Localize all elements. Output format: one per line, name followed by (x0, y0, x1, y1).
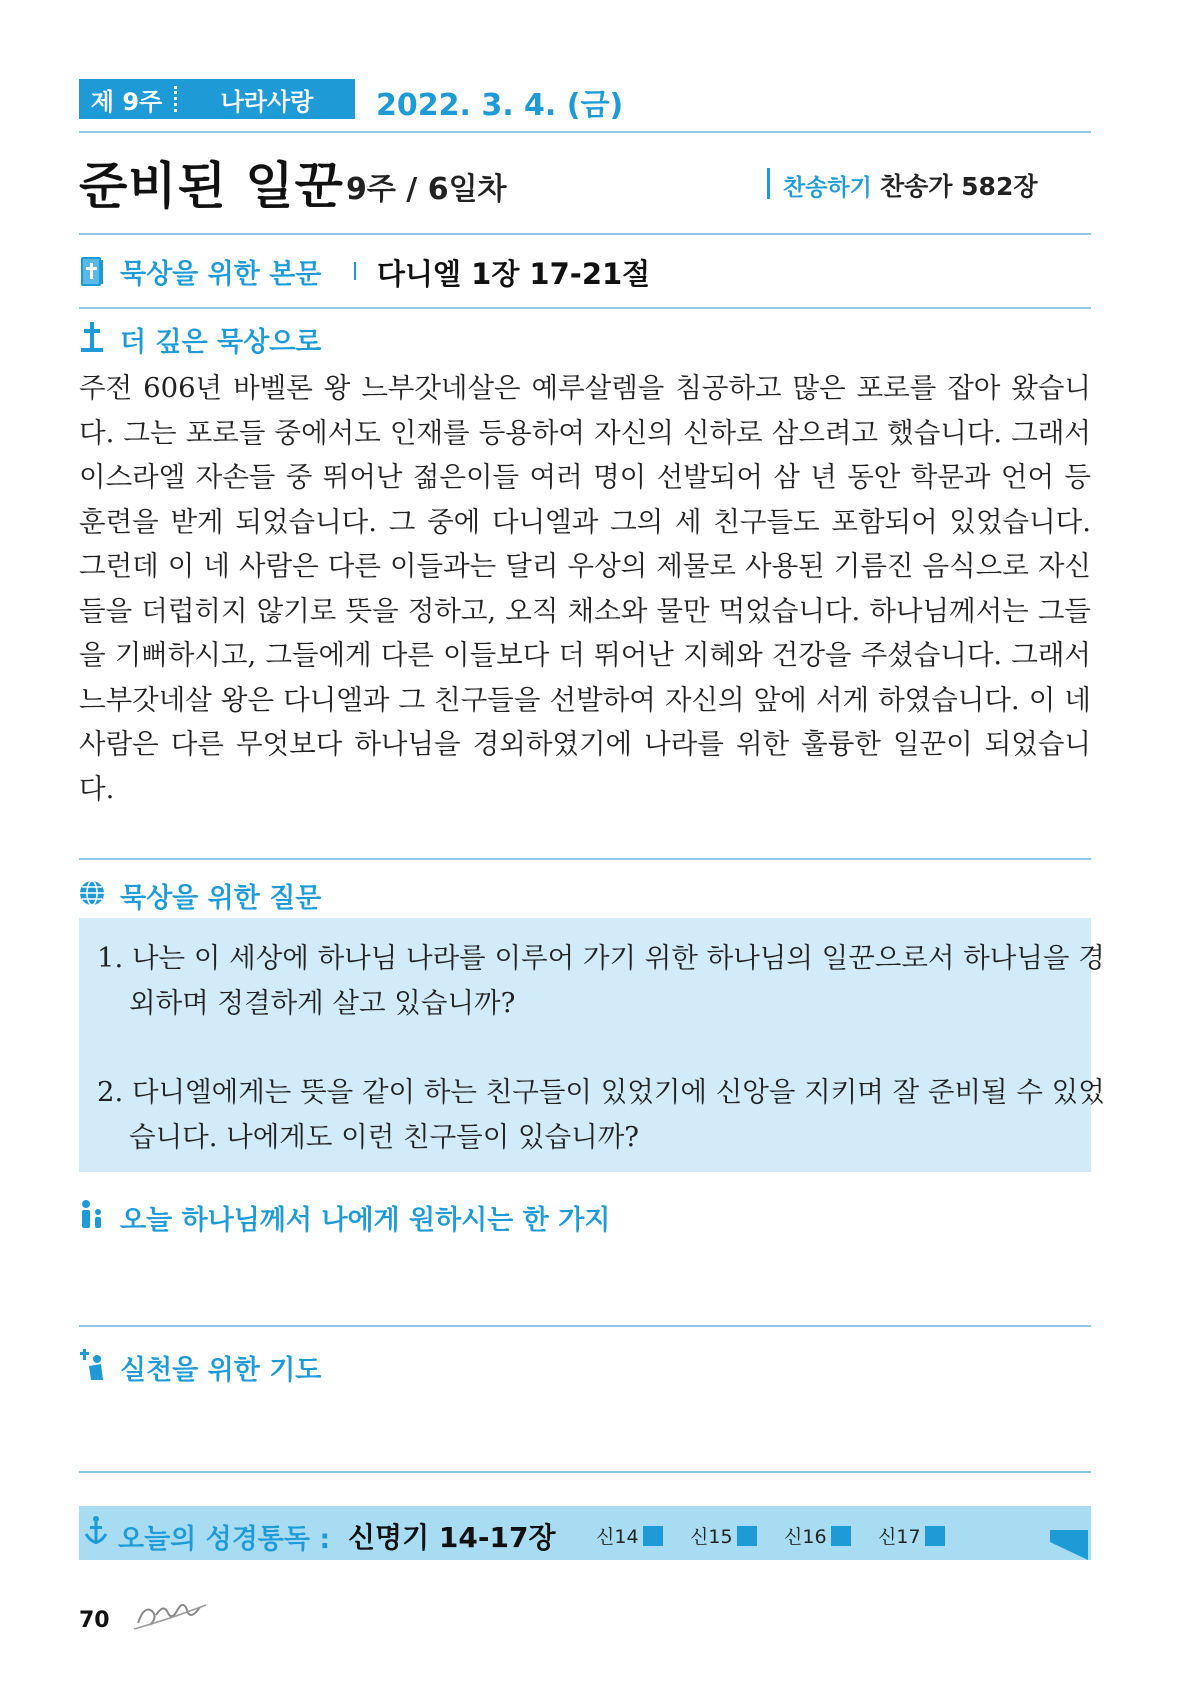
divider (79, 1325, 1091, 1327)
people-icon (79, 1198, 105, 1232)
bible-reading-value: 신명기 14-17장 (348, 1521, 556, 1554)
reading-checkbox[interactable] (784, 1522, 851, 1549)
prayer-heading: 실천을 위한 기도 (120, 1355, 322, 1386)
anchor-icon (83, 1514, 109, 1548)
week-label: 제 9주 (90, 87, 163, 116)
day-info: 9주 / 6일차 (346, 172, 507, 207)
divider (79, 233, 1091, 235)
cross-icon (79, 320, 105, 354)
praying-icon (79, 1348, 105, 1382)
divider (79, 131, 1091, 133)
reference-label: 묵상을 위한 본문 (120, 259, 322, 290)
questions-heading: 묵상을 위한 질문 (120, 883, 322, 914)
globe-icon (79, 876, 105, 910)
reference-value: 다니엘 1장 17-21절 (377, 257, 651, 291)
reference-separator (354, 262, 356, 280)
meditation-body: 주전 606년 바벨론 왕 느부갓네살은 예루살렘을 침공하고 많은 포로를 잡아 왔습니다. 그는 포로들 중에서도 인재를 등용하여 자신의 신하로 삼으려고 했습니다. 그래서 이스라엘 자손들 중 뛰어난 젊은이들 여러 명이 선발되어 삼 년 동안 학문과 언어 등 훈련을 받게 되었습니다. 그 중에 다니엘과 그의 세 친구들도 포함되어 있었습니다. 그런데 이 네 사람은 다른 이들과는 달리 우상의 제물로 사용된 기름진 음식으로 자신들을 더럽히지 않기로 뜻을 정하고, 오직 채소와 물만 먹었습니다. 하나님께서는 그들을 기뻐하시고, 그들에게 다른 이들보다 더 뛰어난 지혜와 건강을 주셨습니다. 그래서 느부갓네살 왕은 다니엘과 그 친구들을 선발하여 자신의 앞에 서게 하였습니다. 이 네 사람은 다른 무엇보다 하나님을 경외하였기에 나라를 위한 훌륭한 일꾼이 되었습니다. (79, 372, 1091, 805)
question-item: 1. 나는 이 세상에 하나님 나라를 이루어 가기 위한 하나님의 일꾼으로서 하나님을 경외하며 정결하게 살고 있습니까? (97, 942, 1105, 1019)
one-thing-heading: 오늘 하나님께서 나에게 원하시는 한 가지 (120, 1205, 611, 1236)
checkbox-square[interactable] (831, 1526, 851, 1546)
theme-label: 나라사랑 (220, 87, 314, 116)
date-label: 2022. 3. 4. (금) (376, 88, 624, 123)
reading-checkbox-label: 신15 (690, 1526, 733, 1548)
question-item: 2. 다니엘에게는 뜻을 같이 하는 친구들이 있었기에 신앙을 지키며 잘 준비될 수 있었습니다. 나에게도 이런 친구들이 있습니까? (97, 1076, 1105, 1153)
reading-checkbox[interactable] (596, 1522, 663, 1549)
divider (79, 858, 1091, 860)
reading-checkbox-label: 신16 (784, 1526, 827, 1548)
bible-reading-label: 오늘의 성경통독 : (118, 1524, 331, 1555)
checkbox-square[interactable] (643, 1526, 663, 1546)
reading-checkbox-label: 신17 (878, 1526, 921, 1548)
reading-checkbox[interactable] (878, 1522, 945, 1549)
page-title: 준비된 일꾼 (79, 157, 344, 215)
bible-book-icon (79, 254, 105, 288)
hymn-marker (767, 168, 770, 199)
reading-checkbox[interactable] (690, 1522, 757, 1549)
hymn-value: 찬송가 582장 (880, 172, 1038, 201)
checkbox-square[interactable] (737, 1526, 757, 1546)
divider (79, 1471, 1091, 1473)
divider (79, 307, 1091, 309)
checkbox-square[interactable] (925, 1526, 945, 1546)
signature-logo (130, 1585, 210, 1635)
page-number: 70 (79, 1608, 110, 1633)
week-theme-tag (79, 79, 355, 119)
corner-fold (1050, 1530, 1088, 1560)
deeper-heading: 더 깊은 묵상으로 (120, 327, 322, 358)
hymn-label: 찬송하기 (783, 175, 872, 201)
reading-checkbox-label: 신14 (596, 1526, 639, 1548)
questions-box (79, 918, 1105, 1172)
